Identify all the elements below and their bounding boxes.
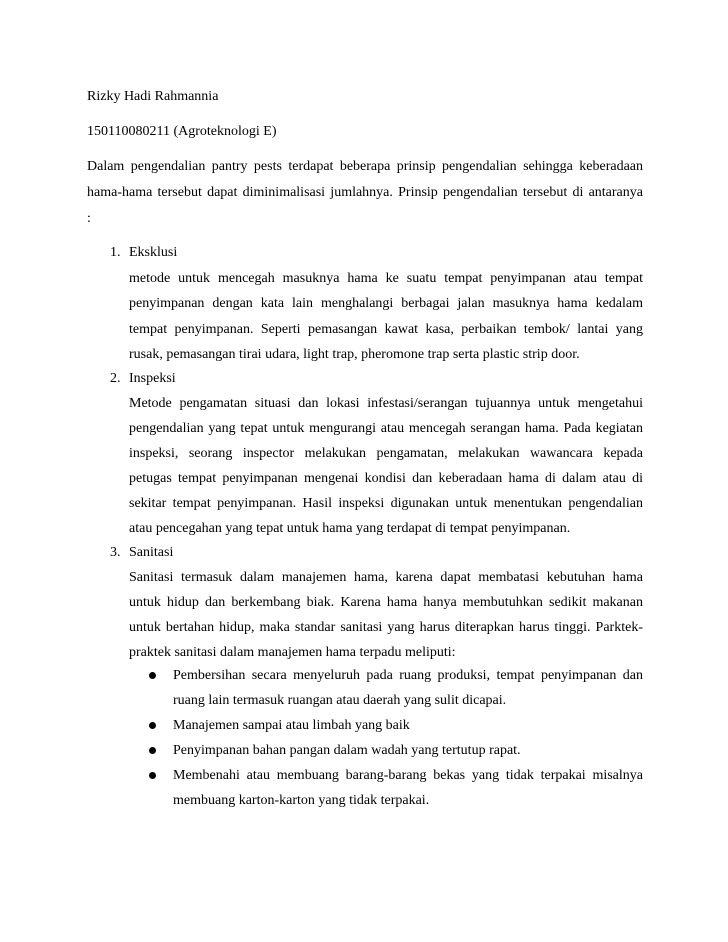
item-body-line: penyimpanan dengan kata lain menghalangi berbagai jalan masuknya hama kedalam	[129, 296, 643, 311]
item-number: 1.	[110, 245, 121, 260]
bullet-line: ruang lain termasuk ruangan atau daerah yang sulit dicapai.	[173, 693, 507, 708]
item-title: Eksklusi	[129, 245, 178, 260]
author-name: Rizky Hadi Rahmannia	[87, 89, 219, 104]
item-body-line: untuk hidup dan berkembang biak. Karena hama hanya membutuhkan sedikit makanan	[129, 595, 643, 610]
bullet-line: Penyimpanan bahan pangan dalam wadah yang tertutup rapat.	[173, 743, 521, 758]
intro-line: hama-hama tersebut dapat diminimalisasi jumlahnya. Prinsip pengendalian tersebut di antaranya	[87, 185, 643, 200]
bullet-icon	[149, 747, 156, 754]
item-body-line: petugas tempat penyimpanan mengenai kondisi dan keberadaan hama di dalam atau di	[129, 471, 643, 486]
item-body-line: tempat penyimpanan. Seperti pemasangan kawat kasa, perbaikan tembok/ lantai yang	[129, 322, 643, 337]
item-body-line: praktek sanitasi dalam manajemen hama terpadu meliputi:	[129, 645, 456, 660]
item-number: 3.	[110, 545, 121, 560]
item-body-line: atau pencegahan yang tepat untuk hama yang terdapat di tempat penyimpanan.	[129, 521, 571, 536]
item-number: 2.	[110, 371, 121, 386]
item-body-line: metode untuk mencegah masuknya hama ke suatu tempat penyimpanan atau tempat	[129, 271, 643, 286]
item-body-line: untuk bertahan hidup, maka standar sanitasi yang harus diterapkan harus tinggi. Parktek-	[129, 620, 643, 635]
item-body-line: Sanitasi termasuk dalam manajemen hama, karena dapat membatasi kebutuhan hama	[129, 570, 643, 585]
bullet-line: Pembersihan secara menyeluruh pada ruang produksi, tempat penyimpanan dan	[173, 668, 643, 683]
item-body-line: rusak, pemasangan tirai udara, light trap, pheromone trap serta plastic strip door.	[129, 347, 580, 362]
bullet-icon	[149, 772, 156, 779]
bullet-line: Membenahi atau membuang barang-barang bekas yang tidak terpakai misalnya	[173, 768, 643, 783]
bullet-icon	[149, 672, 156, 679]
item-body-line: sekitar tempat penyimpanan. Hasil inspeksi digunakan untuk menentukan pengendalian	[129, 496, 643, 511]
bullet-icon	[149, 722, 156, 729]
bullet-line: membuang karton-karton yang tidak terpakai.	[173, 793, 430, 808]
student-id-line: 150110080211 (Agroteknologi E)	[87, 124, 277, 139]
item-title: Inspeksi	[129, 371, 176, 386]
item-body-line: pengendalian yang tepat untuk mengurangi atau mencegah serangan hama. Pada kegiatan	[129, 421, 643, 436]
item-body-line: Metode pengamatan situasi dan lokasi infestasi/serangan tujuannya untuk mengetahui	[129, 396, 643, 411]
intro-line: Dalam pengendalian pantry pests terdapat beberapa prinsip pengendalian sehingga keberadaan	[87, 159, 643, 174]
bullet-line: Manajemen sampai atau limbah yang baik	[173, 718, 410, 733]
intro-line: :	[87, 211, 91, 226]
item-body-line: inspeksi, seorang inspector melakukan pengamatan, melakukan wawancara kepada	[129, 446, 643, 461]
item-title: Sanitasi	[129, 545, 174, 560]
